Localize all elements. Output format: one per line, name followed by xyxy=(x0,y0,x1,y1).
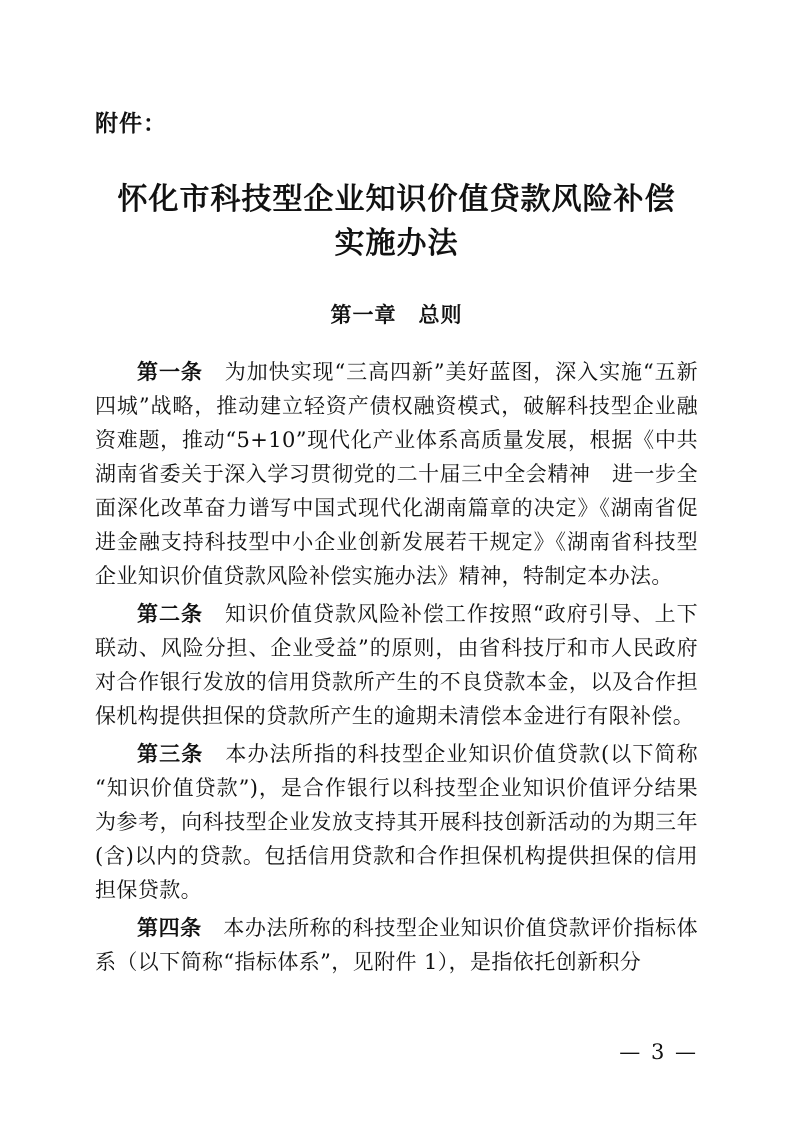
article-paragraph xyxy=(95,737,698,907)
article-paragraph xyxy=(95,911,698,979)
article-text: 知识价值贷款风险补偿工作按照“政府引导、上下联动、风险分担、企业受益”的原则，由省科技厅和市人民政府对合作银行发放的信用贷款所产生的不良贷款本金，以及合作担保机构提供担保的贷款所产生的逾期未清偿本金进行有限补偿。 xyxy=(95,602,698,729)
article-paragraph xyxy=(95,355,698,593)
article-paragraph xyxy=(95,597,698,733)
article-number: 第三条 xyxy=(137,741,204,767)
article-number: 第一条 xyxy=(137,359,203,385)
page-number: — 3 — xyxy=(619,1040,698,1064)
article-text: 本办法所指的科技型企业知识价值贷款(以下简称“知识价值贷款”)，是合作银行以科技型企业知识价值评分结果为参考，向科技型企业发放支持其开展科技创新活动的为期三年(含)以内的贷款。包括信用贷款和合作担保机构提供担保的信用担保贷款。 xyxy=(95,742,698,903)
attachment-label: 附件： xyxy=(95,110,167,137)
chapter-heading: 第一章 总则 xyxy=(330,302,463,328)
article-number: 第四条 xyxy=(137,915,202,941)
article-text: 为加快实现“三高四新”美好蓝图，深入实施“五新四城”战略，推动建立轻资产债权融资模式，破解科技型企业融资难题，推动“5+10”现代化产业体系高质量发展，根据《中共湖南省委关于深入学习贯彻党的二十届三中全会精神 进一步全面深化改革奋力谱写中国式现代化湖南篇章的决定》《湖南省促进金融支持科技型中小企业创新发展若干规定》《湖南省科技型企业知识价值贷款风险补偿实施办法》精神，特制定本办法。 xyxy=(95,360,699,589)
article-text: 本办法所称的科技型企业知识价值贷款评价指标体系（以下简称“指标体系”，见附件 1），是指依托创新积分 xyxy=(95,916,699,975)
page-title: 怀化市科技型企业知识价值贷款风险补偿实施办法 xyxy=(117,182,676,261)
document-body xyxy=(95,355,698,979)
article-number: 第二条 xyxy=(137,601,203,627)
